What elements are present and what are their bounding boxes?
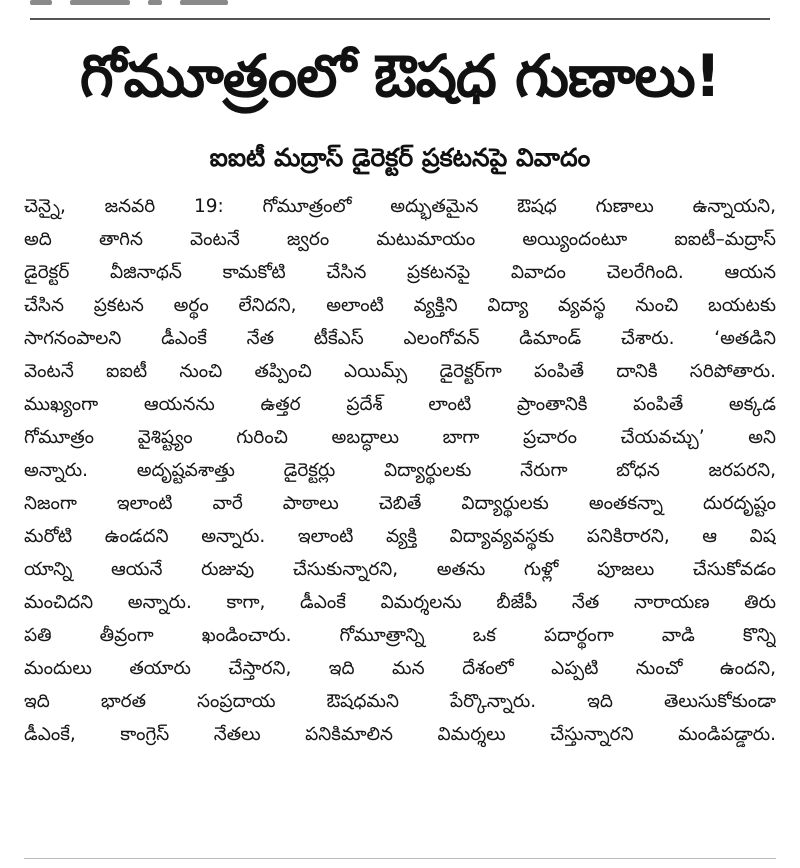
headline: గోమూత్రంలో ఔషధ గుణాలు!: [79, 42, 721, 110]
body-line: డీఎంకే, కాంగ్రెస్ నేతలు పనికిమాలిన విమర్శలు చేస్తున్నారని మండిపడ్డారు.: [24, 724, 776, 745]
body-line: నిజంగా ఇలాంటి వారే పాఠాలు చెబితే విద్యార్థులకు అంతకన్నా దురదృష్టం: [24, 493, 776, 514]
body-line: మంచిదని అన్నారు. కాగా, డీఎంకే విమర్శలను బీజేపీ నేత నారాయణ తిరు: [24, 592, 776, 613]
bottom-divider: [24, 858, 776, 859]
top-divider: [30, 18, 770, 20]
body-line: గోమూత్రం వైశిష్ట్యం గురించి అబద్ధాలు బాగా ప్రచారం చేయవచ్చు’ అని: [24, 427, 776, 448]
body-line: చేసిన ప్రకటన అర్థం లేనిదని, అలాంటి వ్యక్తిని విద్యా వ్యవస్థ నుంచి బయటకు: [24, 295, 776, 316]
body-line: అన్నారు. అదృష్టవశాత్తు డైరెక్టర్లు విద్యార్థులకు నేరుగా బోధన జరపరని,: [24, 460, 776, 481]
body-line: పతి తీవ్రంగా ఖండించారు. గోమూత్రాన్ని ఒక పదార్థంగా వాడి కొన్ని: [24, 625, 776, 646]
body-line: డైరెక్టర్ వీజినాథన్ కామకోటి చేసిన ప్రకటనపై వివాదం చెలరేగింది. ఆయన: [24, 262, 776, 283]
article-body: [24, 190, 776, 751]
body-line: వెంటనే ఐఐటీ నుంచి తప్పించి ఎయిమ్స్ డైరెక్టర్‌గా పంపితే దానికి సరిపోతారు.: [24, 361, 776, 382]
body-line: సాగనంపాలని డీఎంకే నేత టీకేఎస్ ఎలంగోవన్ డిమాండ్ చేశారు. ‘అతడిని: [24, 328, 776, 349]
body-line: ఇది భారత సంప్రదాయ ఔషధమని పేర్కొన్నారు. ఇది తెలుసుకోకుండా: [24, 691, 776, 712]
body-line: మరోటి ఉండదని అన్నారు. ఇలాంటి వ్యక్తి విద్యావ్యవస్థకు పనికిరారని, ఆ విష: [24, 526, 776, 547]
body-line: చెన్నై, జనవరి 19: గోమూత్రంలో అద్భుతమైన ఔషధ గుణాలు ఉన్నాయని,: [24, 196, 776, 217]
cropped-previous-text: [30, 0, 770, 10]
subheadline: ఐఐటీ మద్రాస్ డైరెక్టర్ ప్రకటనపై వివాదం: [209, 143, 591, 172]
body-line: యాన్ని ఆయనే రుజువు చేసుకున్నారని, అతను గుళ్లో పూజలు చేసుకోవడం: [24, 559, 776, 580]
body-line: మందులు తయారు చేస్తారని, ఇది మన దేశంలో ఎప్పటి నుంచో ఉందని,: [24, 658, 776, 679]
body-line: అది తాగిన వెంటనే జ్వరం మటుమాయం అయ్యిందంటూ ఐఐటీ–మద్రాస్: [24, 229, 776, 250]
body-line: ముఖ్యంగా ఆయనను ఉత్తర ప్రదేశ్ లాంటి ప్రాంతానికి పంపితే అక్కడ: [24, 394, 776, 415]
